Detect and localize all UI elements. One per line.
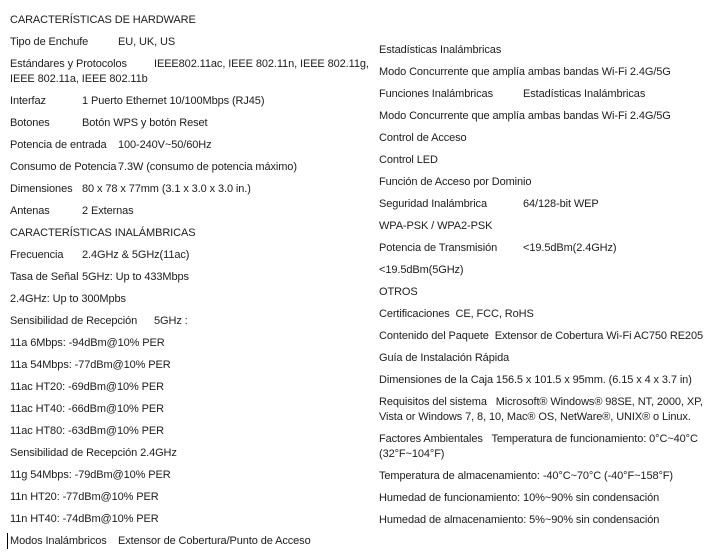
spec-line: Funciones Inalámbricas Estadísticas Inalámbricas	[379, 88, 646, 100]
spec-line: Modo Concurrente que amplía ambas bandas Wi-Fi 2.4G/5G	[379, 110, 671, 122]
spec-line: Interfaz 1 Puerto Ethernet 10/100Mbps (RJ45)	[10, 95, 265, 107]
spec-line: Sensibilidad de Recepción 2.4GHz	[10, 447, 177, 459]
spec-line: 11g 54Mbps: -79dBm@10% PER	[10, 469, 171, 481]
spec-line: Tasa de Señal 5GHz: Up to 433Mbps	[10, 271, 189, 283]
spec-line: Función de Acceso por Dominio	[379, 176, 532, 188]
spec-line: 11n HT20: -77dBm@10% PER	[10, 491, 159, 503]
spec-line: 11ac HT40: -66dBm@10% PER	[10, 403, 164, 415]
spec-line: 11ac HT80: -63dBm@10% PER	[10, 425, 164, 437]
spec-line: 2.4GHz: Up to 300Mpbs	[10, 293, 126, 305]
spec-line: Antenas 2 Externas	[10, 205, 134, 217]
spec-line: 11a 6Mbps: -94dBm@10% PER	[10, 337, 165, 349]
spec-line: Tipo de Enchufe EU, UK, US	[10, 36, 176, 48]
spec-line: 11a 54Mbps: -77dBm@10% PER	[10, 359, 171, 371]
spec-line: Estándares y Protocolos IEEE802.11ac, IEEE 802.11n, IEEE 802.11g, IEEE 802.11a, IEEE 802.11b	[10, 58, 372, 85]
spec-line: Seguridad Inalámbrica 64/128-bit WEP	[379, 198, 599, 210]
section-heading-hardware: CARACTERÍSTICAS DE HARDWARE	[10, 14, 196, 26]
spec-line: Control LED	[379, 154, 438, 166]
spec-line: Consumo de Potencia 7.3W (consumo de potencia máximo)	[10, 161, 297, 173]
right-column	[379, 43, 713, 535]
spec-line: Potencia de entrada 100-240V~50/60Hz	[10, 139, 212, 151]
text-caret	[7, 533, 8, 549]
spec-line: Botones Botón WPS y botón Reset	[10, 117, 208, 129]
spec-line: Modo Concurrente que amplía ambas bandas Wi-Fi 2.4G/5G	[379, 66, 671, 78]
spec-line: Dimensiones de la Caja 156.5 x 101.5 x 95mm. (6.15 x 4 x 3.7 in)	[379, 374, 692, 386]
spec-line: Guía de Instalación Rápida	[379, 352, 510, 364]
spec-line: Certificaciones CE, FCC, RoHS	[379, 308, 534, 320]
spec-line: 11ac HT20: -69dBm@10% PER	[10, 381, 164, 393]
spec-line: Temperatura de almacenamiento: -40°C~70°C (-40°F~158°F)	[379, 470, 673, 482]
spec-line: Frecuencia 2.4GHz & 5GHz(11ac)	[10, 249, 190, 261]
section-heading-others: OTROS	[379, 286, 418, 298]
section-heading-wireless: CARACTERÍSTICAS INALÁMBRICAS	[10, 227, 196, 239]
spec-line: <19.5dBm(5GHz)	[379, 264, 464, 276]
spec-line: WPA-PSK / WPA2-PSK	[379, 220, 493, 232]
left-column	[10, 13, 374, 556]
spec-line: Requisitos del sistema Microsoft® Windows® 98SE, NT, 2000, XP, Vista or Windows 7, 8, 10, Mac® OS, NetWare®, UNIX® o Linux.	[379, 396, 706, 423]
spec-line: Humedad de funcionamiento: 10%~90% sin condensación	[379, 492, 660, 504]
spec-line: Dimensiones 80 x 78 x 77mm (3.1 x 3.0 x 3.0 in.)	[10, 183, 251, 195]
spec-line: Control de Acceso	[379, 132, 467, 144]
spec-line: Estadísticas Inalámbricas	[379, 44, 502, 56]
spec-line: Modos Inalámbricos Extensor de Cobertura/Punto de Acceso	[10, 535, 311, 547]
spec-line: Potencia de Transmisión <19.5dBm(2.4GHz)	[379, 242, 617, 254]
spec-line: 11n HT40: -74dBm@10% PER	[10, 513, 159, 525]
spec-line: Factores Ambientales Temperatura de funcionamiento: 0°C~40°C (32°F~104°F)	[379, 433, 701, 460]
spec-line: Contenido del Paquete Extensor de Cobertura Wi-Fi AC750 RE205	[379, 330, 703, 342]
spec-line: Humedad de almacenamiento: 5%~90% sin condensación	[379, 514, 660, 526]
spec-line: Sensibilidad de Recepción 5GHz :	[10, 315, 188, 327]
